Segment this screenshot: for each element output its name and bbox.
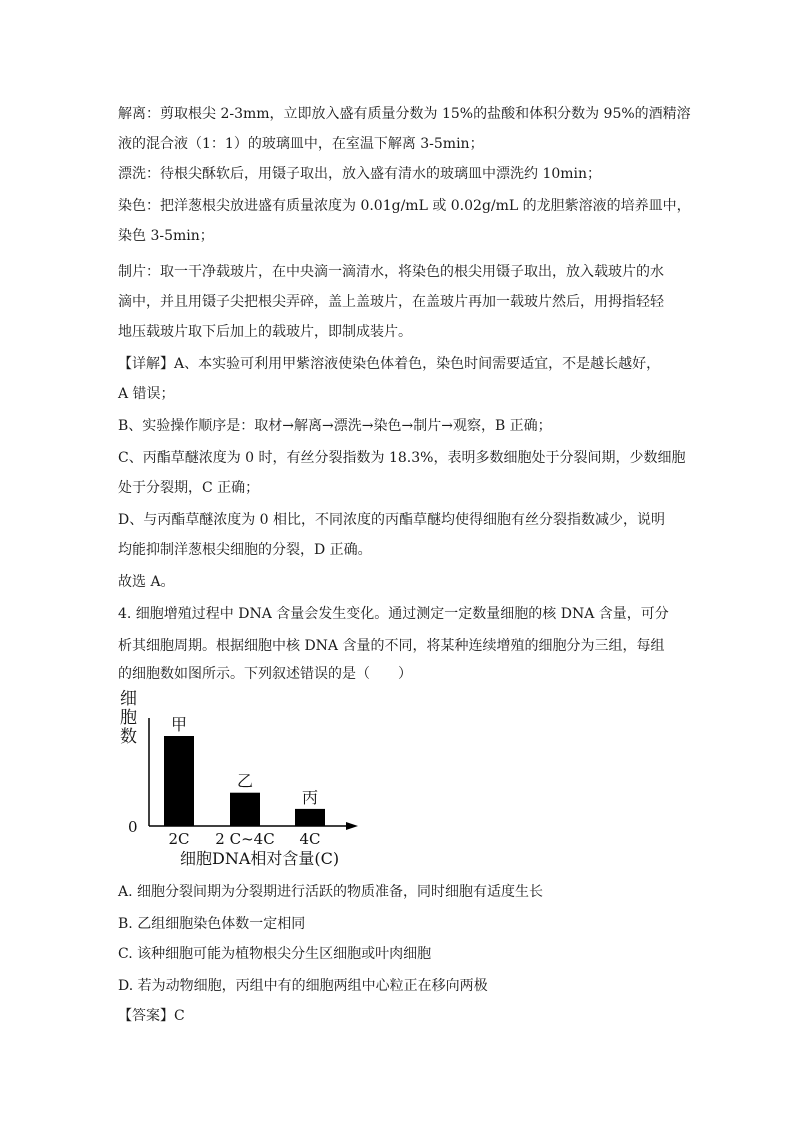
- x-tick-label: 4C: [299, 830, 321, 848]
- origin-label: 0: [128, 818, 138, 836]
- paragraph-line: 染色 3-5min；: [118, 228, 214, 244]
- x-axis-arrow: [346, 822, 358, 830]
- paragraph-line: 故选 A。: [118, 574, 175, 590]
- paragraph-line: B、实验操作顺序是：取材→解离→漂洗→染色→制片→观察，B 正确；: [118, 418, 552, 434]
- paragraph-line: 【详解】A、本实验可利用甲紫溶液使染色体着色，染色时间需要适宜，不是越长越好，: [118, 356, 661, 372]
- bar-data-label: 乙: [236, 771, 254, 791]
- bar-0: [164, 736, 194, 826]
- paragraph-line: 的细胞数如图所示。下列叙述错误的是（ ）: [118, 666, 412, 682]
- x-tick-label: 2 C~4C: [215, 830, 275, 848]
- option-c: C. 该种细胞可能为植物根尖分生区细胞或叶肉细胞: [118, 946, 432, 962]
- x-tick-label: 2C: [168, 830, 190, 848]
- bar-data-label: 丙: [301, 787, 319, 807]
- paragraph-line: 4. 细胞增殖过程中 DNA 含量会发生变化。通过测定一定数量细胞的核 DNA 含量，可分: [118, 606, 669, 622]
- paragraph-line: D、与丙酯草醚浓度为 0 相比，不同浓度的丙酯草醚均使得细胞有丝分裂指数减少，说明: [118, 512, 666, 528]
- option-d: D. 若为动物细胞，丙组中有的细胞两组中心粒正在移向两极: [118, 978, 488, 994]
- answer-line: 【答案】C: [118, 1008, 185, 1024]
- bar-data-label: 甲: [170, 715, 188, 734]
- paragraph-line: A 错误；: [118, 386, 175, 402]
- paragraph-line: 均能抑制洋葱根尖细胞的分裂，D 正确。: [118, 542, 372, 558]
- paragraph-line: 漂洗：待根尖酥软后，用镊子取出，放入盛有清水的玻璃皿中漂洗约 10min；: [118, 166, 602, 182]
- bar-1: [230, 793, 260, 826]
- paragraph-line: 制片：取一干净载玻片，在中央滴一滴清水，将染色的根尖用镊子取出，放入载玻片的水: [118, 264, 664, 280]
- paragraph-line: 地压载玻片取下后加上的载玻片，即制成装片。: [118, 324, 412, 340]
- paragraph-line: 液的混合液（1：1）的玻璃皿中，在室温下解离 3-5min；: [118, 136, 484, 152]
- y-axis-label-char: 细: [120, 689, 137, 709]
- paragraph-line: 析其细胞周期。根据细胞中核 DNA 含量的不同，将某种连续增殖的细胞分为三组，每组: [118, 638, 665, 654]
- y-axis-label-char: 数: [120, 727, 137, 747]
- paragraph-line: 解离：剪取根尖 2-3mm，立即放入盛有质量分数为 15%的盐酸和体积分数为 95%的酒精溶: [118, 106, 691, 122]
- y-axis-label-char: 胞: [120, 708, 137, 728]
- paragraph-line: 处于分裂期，C 正确；: [118, 480, 260, 496]
- paragraph-line: 滴中，并且用镊子尖把根尖弄碎，盖上盖玻片，在盖玻片再加一载玻片然后，用拇指轻轻: [118, 294, 664, 310]
- x-axis-label: 细胞DNA相对含量(C): [180, 849, 340, 868]
- bars-group: [164, 715, 325, 848]
- y-axis-label: [120, 689, 137, 747]
- option-a: A. 细胞分裂间期为分裂期进行活跃的物质准备，同时细胞有适度生长: [118, 884, 544, 900]
- paragraph-line: C、丙酯草醚浓度为 0 时，有丝分裂指数为 18.3%，表明多数细胞处于分裂间期，少数细胞: [118, 450, 686, 466]
- bar-2: [295, 809, 325, 826]
- option-b: B. 乙组细胞染色体数一定相同: [118, 916, 306, 932]
- paragraph-line: 染色：把洋葱根尖放进盛有质量浓度为 0.01g/mL 或 0.02g/mL 的龙胆紫溶液的培养皿中，: [118, 198, 691, 214]
- cell-dna-bar-chart: [112, 688, 372, 873]
